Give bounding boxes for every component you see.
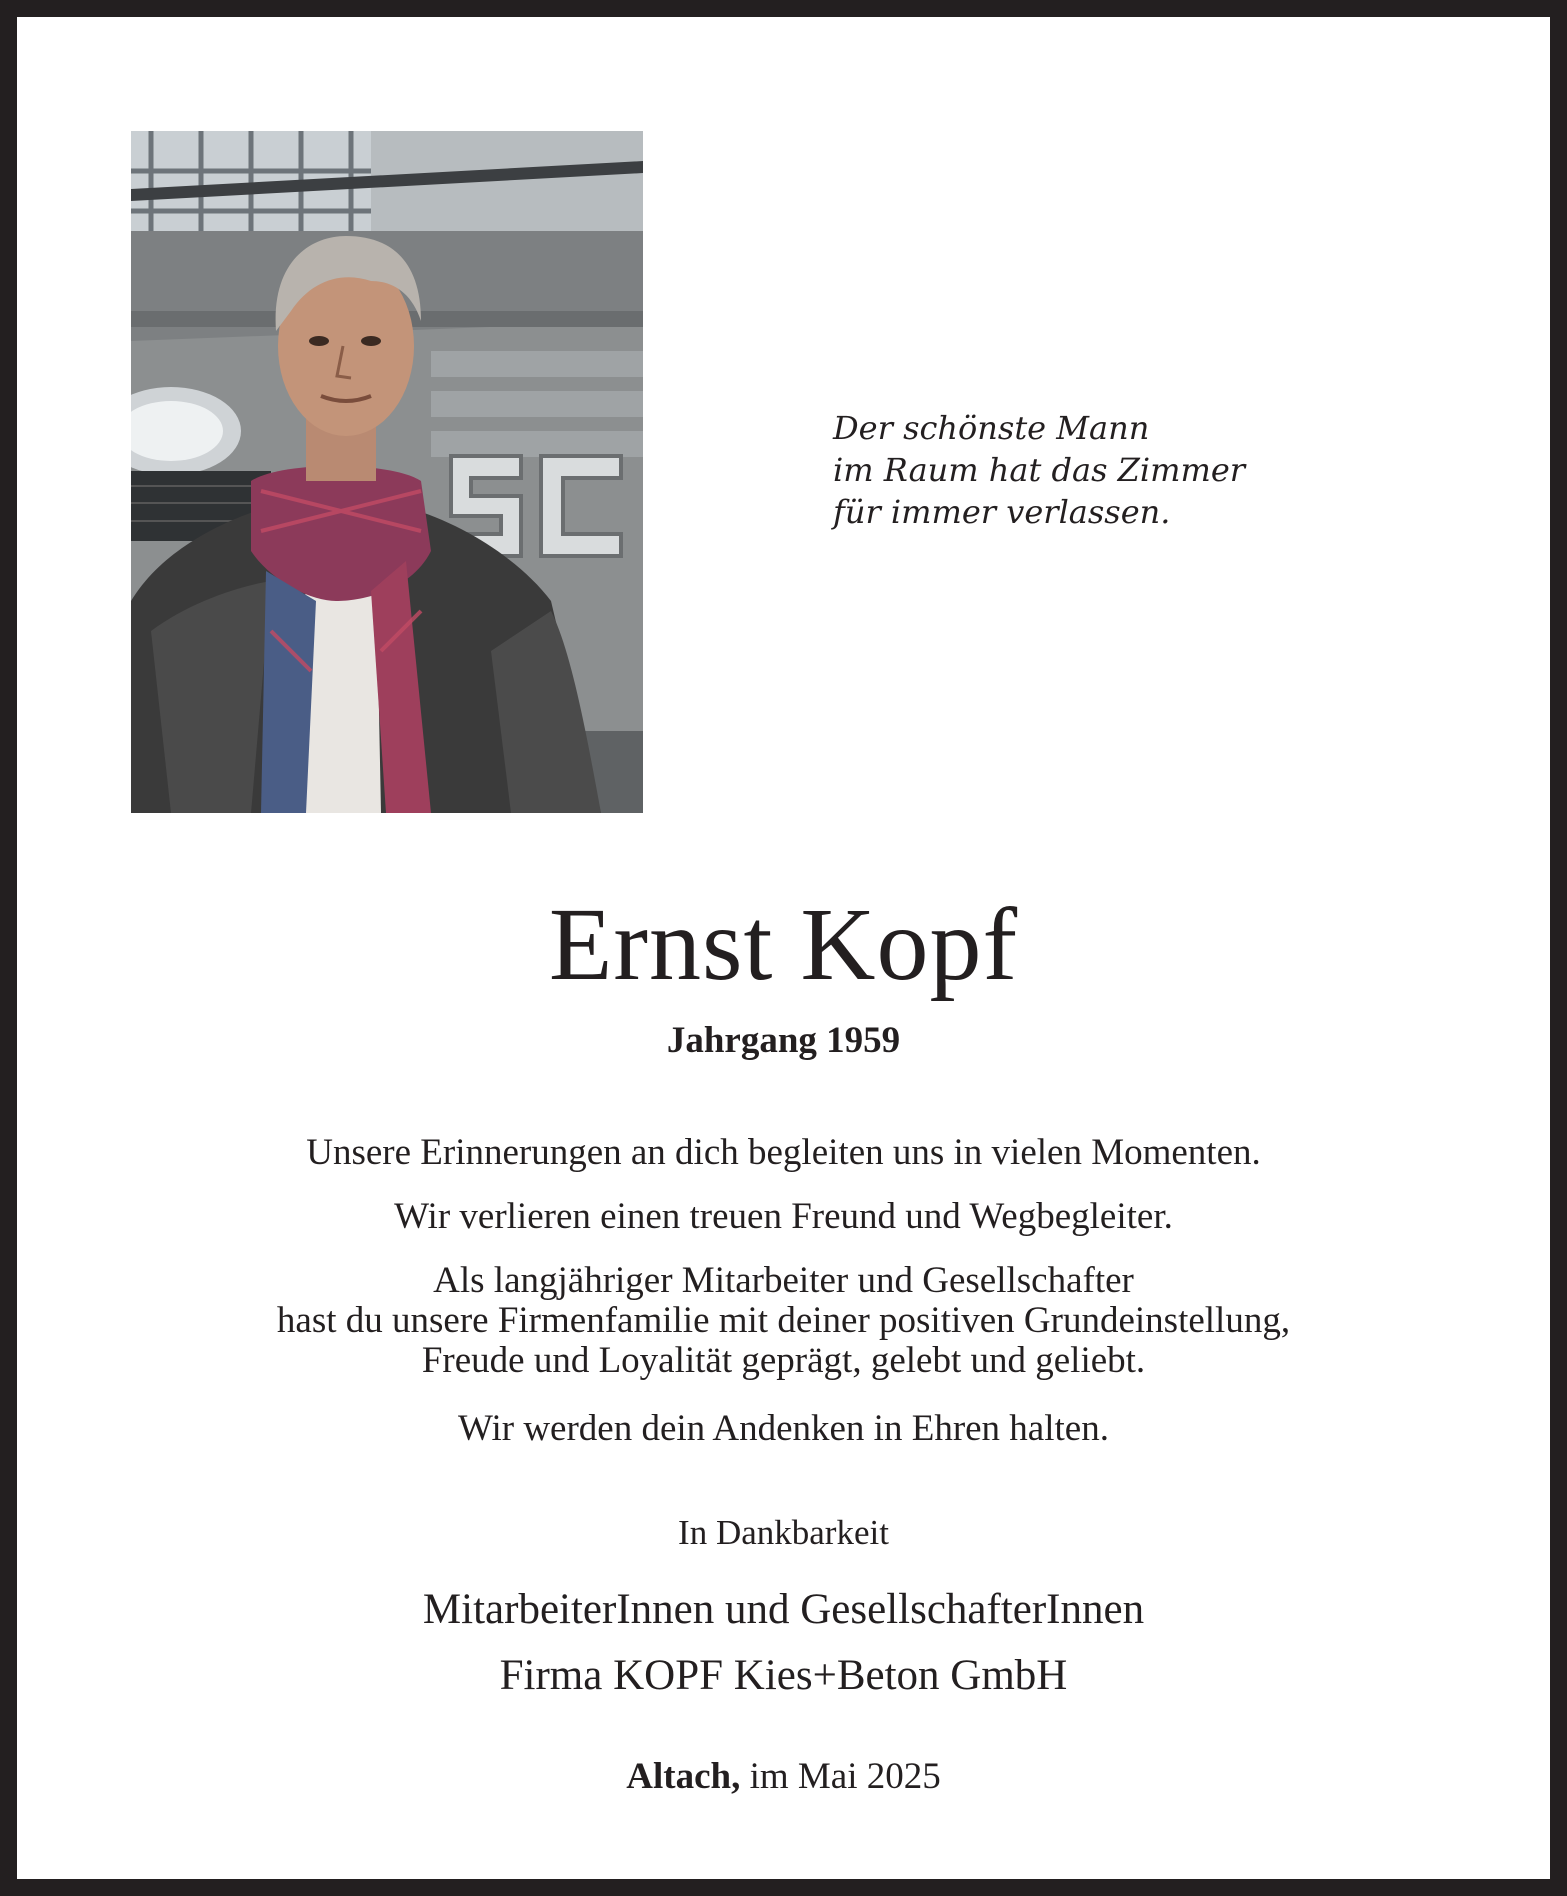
place-date (17, 1755, 1550, 1799)
message-line: hast du unsere Firmenfamilie mit deiner positiven Grundeinstellung, (276, 1300, 1291, 1341)
signer-line: MitarbeiterInnen und GesellschafterInnen (422, 1586, 1145, 1633)
message-paragraph: Wir verlieren einen treuen Freund und Wegbegleiter. (394, 1196, 1173, 1237)
quote-line: für immer verlassen. (833, 493, 1171, 531)
portrait-photo (131, 131, 643, 813)
birth-year: Jahrgang 1959 (666, 1020, 901, 1061)
message-paragraph: Wir werden dein Andenken in Ehren halten. (458, 1408, 1109, 1449)
place: Altach, (626, 1756, 741, 1797)
quote-line: im Raum hat das Zimmer (833, 451, 1246, 489)
message-paragraph (17, 1261, 1550, 1381)
message-line: Als langjähriger Mitarbeiter und Gesellschafter (433, 1260, 1134, 1301)
portrait-illustration (131, 131, 643, 813)
deceased-name: Ernst Kopf (548, 887, 1019, 1002)
date: im Mai 2025 (749, 1756, 941, 1797)
quote (833, 407, 1333, 533)
message-line: Freude und Loyalität geprägt, gelebt und geliebt. (421, 1340, 1146, 1381)
signer-company: Firma KOPF Kies+Beton GmbH (499, 1652, 1068, 1699)
message-paragraph: Unsere Erinnerungen an dich begleiten uns in vielen Momenten. (306, 1132, 1261, 1173)
closing-thanks: In Dankbarkeit (678, 1513, 889, 1552)
quote-line: Der schönste Mann (833, 409, 1150, 447)
